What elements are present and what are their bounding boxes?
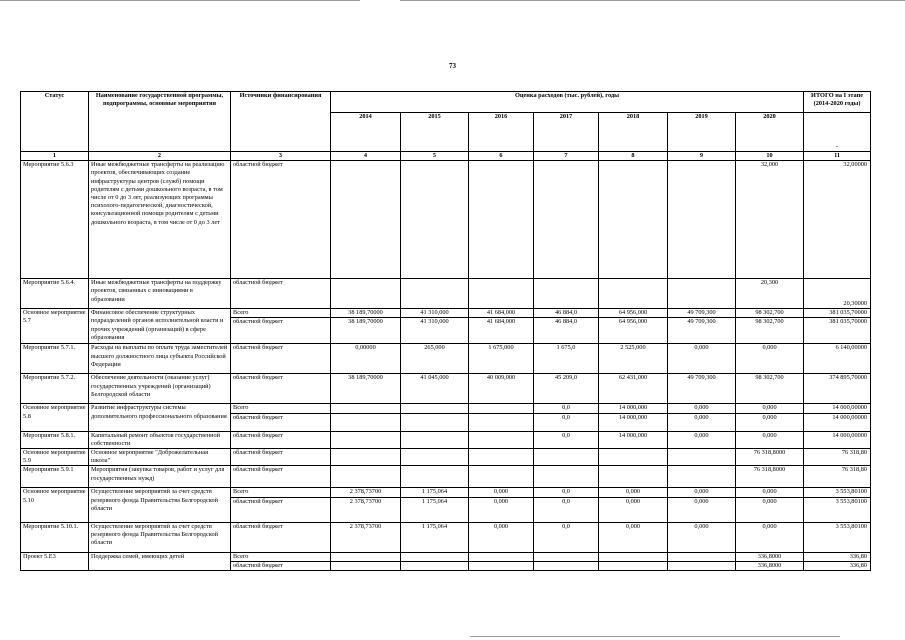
row-value: 265,000 bbox=[401, 344, 469, 374]
header-year: 2015 bbox=[401, 113, 469, 152]
row-value: 14 000,000 bbox=[599, 431, 668, 448]
row-value bbox=[401, 466, 469, 488]
row-value bbox=[331, 161, 401, 279]
scan-edge-line-bottom bbox=[470, 636, 840, 637]
row-value: 0,000 bbox=[668, 413, 736, 431]
row-value bbox=[401, 552, 469, 561]
row-value: 1 175,064 bbox=[401, 522, 469, 552]
row-source: областной бюджет bbox=[231, 161, 331, 279]
column-number: 4 bbox=[331, 152, 401, 161]
row-source: областной бюджет bbox=[231, 318, 331, 344]
row-status: Мероприятие 5.8.1. bbox=[21, 431, 89, 448]
row-source: областной бюджет bbox=[231, 466, 331, 488]
row-value bbox=[331, 279, 401, 309]
row-total: 381 035,70000 bbox=[804, 318, 871, 344]
row-total: 3 553,80100 bbox=[804, 522, 871, 552]
row-total: 76 318,80 bbox=[804, 449, 871, 466]
row-value: 32,000 bbox=[736, 161, 804, 279]
row-value: 0,0 bbox=[534, 404, 599, 413]
row-value bbox=[331, 552, 401, 561]
row-total: 14 000,00000 bbox=[804, 413, 871, 431]
row-value bbox=[599, 552, 668, 561]
row-value bbox=[401, 279, 469, 309]
row-value: 0,000 bbox=[736, 497, 804, 522]
table-row bbox=[21, 404, 871, 413]
row-value: 41 045,000 bbox=[401, 374, 469, 404]
row-value: 0,0 bbox=[534, 497, 599, 522]
row-value: 40 009,000 bbox=[469, 374, 534, 404]
row-value bbox=[401, 404, 469, 413]
row-total: 20,30000 bbox=[804, 279, 871, 309]
row-value: 1 175,064 bbox=[401, 488, 469, 497]
row-source: Всего bbox=[231, 309, 331, 318]
row-value bbox=[469, 161, 534, 279]
row-value bbox=[668, 466, 736, 488]
row-name: Развитие инфраструктуры системы дополнительного профессионального образования bbox=[89, 404, 231, 431]
row-value: 38 189,70000 bbox=[331, 374, 401, 404]
row-value: 64 956,000 bbox=[599, 309, 668, 318]
row-value: 14 000,000 bbox=[599, 413, 668, 431]
row-value: 1 675,000 bbox=[469, 344, 534, 374]
row-value bbox=[401, 161, 469, 279]
row-value: 1 175,064 bbox=[401, 497, 469, 522]
row-name: Мероприятия (закупка товаров, работ и услуг для государственных нужд) bbox=[89, 466, 231, 488]
row-status: Мероприятие 5.10.1. bbox=[21, 522, 89, 552]
row-value bbox=[534, 279, 599, 309]
row-total: 32,00000 bbox=[804, 161, 871, 279]
row-source: областной бюджет bbox=[231, 449, 331, 466]
row-name: Финансовое обеспечение структурных подразделений органов исполнительной власти и прочих учреждений (организаций) в сфере образования bbox=[89, 309, 231, 344]
row-name: Осуществление мероприятий за счет средств резервного фонда Правительства Белгородской области bbox=[89, 488, 231, 522]
row-value: 0,00000 bbox=[331, 344, 401, 374]
row-value: 64 956,000 bbox=[599, 318, 668, 344]
row-status: Основное мероприятие 5.10 bbox=[21, 488, 89, 522]
row-status: Мероприятие 5.7.1. bbox=[21, 344, 89, 374]
row-status: Мероприятие 5.7.2. bbox=[21, 374, 89, 404]
header-year: 2014 bbox=[331, 113, 401, 152]
row-value bbox=[534, 561, 599, 570]
header-year: 2017 bbox=[534, 113, 599, 152]
row-value bbox=[469, 449, 534, 466]
table-row bbox=[21, 161, 871, 279]
column-number-row bbox=[21, 152, 871, 161]
row-value: 0,000 bbox=[668, 497, 736, 522]
row-value: 0,000 bbox=[736, 413, 804, 431]
header-total: ИТОГО на I этапе (2014-2020 годы) bbox=[804, 92, 871, 113]
row-value: 49 709,300 bbox=[668, 374, 736, 404]
header-status: Статус bbox=[21, 92, 89, 152]
row-status: Основное мероприятие 5.8 bbox=[21, 404, 89, 431]
row-value: 0,0 bbox=[534, 488, 599, 497]
row-value: 0,000 bbox=[599, 488, 668, 497]
row-value: 0,000 bbox=[599, 497, 668, 522]
row-value: 2 378,73700 bbox=[331, 522, 401, 552]
row-value: 62 431,000 bbox=[599, 374, 668, 404]
row-value: 0,000 bbox=[736, 522, 804, 552]
row-source: областной бюджет bbox=[231, 497, 331, 522]
row-source: Всего bbox=[231, 552, 331, 561]
row-status: Мероприятие 5.6.4. bbox=[21, 279, 89, 309]
header-name: Наименование государственной программы, подпрограммы, основные мероприятия bbox=[89, 92, 231, 152]
column-number: 5 bbox=[401, 152, 469, 161]
row-value: 76 318,8000 bbox=[736, 449, 804, 466]
row-value bbox=[534, 449, 599, 466]
row-total: 14 000,00000 bbox=[804, 431, 871, 448]
row-total: 6 140,00000 bbox=[804, 344, 871, 374]
row-value: 20,300 bbox=[736, 279, 804, 309]
row-source: областной бюджет bbox=[231, 344, 331, 374]
row-value: 98 302,700 bbox=[736, 374, 804, 404]
row-value: 0,0 bbox=[534, 413, 599, 431]
row-value: 0,000 bbox=[599, 522, 668, 552]
header-sources: Источники финансирования bbox=[231, 92, 331, 152]
row-value bbox=[401, 561, 469, 570]
row-value: 1 675,0 bbox=[534, 344, 599, 374]
row-total: 381 035,70000 bbox=[804, 309, 871, 318]
column-number: 1 bbox=[21, 152, 89, 161]
row-value bbox=[331, 404, 401, 413]
row-value: 41 310,000 bbox=[401, 318, 469, 344]
row-name: Иные межбюджетные трансферты на поддержку проектов, связанных с инновациями в образовании bbox=[89, 279, 231, 309]
row-value: 0,000 bbox=[469, 488, 534, 497]
row-value bbox=[331, 431, 401, 448]
row-value bbox=[469, 552, 534, 561]
column-number: 6 bbox=[469, 152, 534, 161]
scan-edge-line-top-right bbox=[400, 0, 905, 1]
column-number: 9 bbox=[668, 152, 736, 161]
row-value bbox=[599, 561, 668, 570]
table-row bbox=[21, 488, 871, 497]
header-year: 2016 bbox=[469, 113, 534, 152]
header-total-mark: - bbox=[804, 113, 871, 152]
row-value bbox=[599, 466, 668, 488]
row-status: Основное мероприятие 5.7 bbox=[21, 309, 89, 344]
row-value: 0,000 bbox=[736, 344, 804, 374]
row-value bbox=[331, 561, 401, 570]
row-value: 49 709,300 bbox=[668, 309, 736, 318]
row-value: 46 884,0 bbox=[534, 309, 599, 318]
row-name: Основное мероприятие "Доброжелательная школа" bbox=[89, 449, 231, 466]
table-row bbox=[21, 374, 871, 404]
row-source: областной бюджет bbox=[231, 413, 331, 431]
row-value: 2 378,73700 bbox=[331, 488, 401, 497]
row-name: Капитальный ремонт объектов государственной собственности bbox=[89, 431, 231, 448]
row-value: 41 684,000 bbox=[469, 318, 534, 344]
row-name: Расходы на выплаты по оплате труда заместителей высшего должностного лица субъекта Российской Федерации bbox=[89, 344, 231, 374]
row-total: 14 000,00000 bbox=[804, 404, 871, 413]
table-row bbox=[21, 279, 871, 309]
row-value bbox=[469, 413, 534, 431]
row-value bbox=[668, 279, 736, 309]
row-status: Мероприятие 5.6.3 bbox=[21, 161, 89, 279]
header-year: 2020 bbox=[736, 113, 804, 152]
row-value bbox=[534, 466, 599, 488]
row-source: областной бюджет bbox=[231, 374, 331, 404]
table-row bbox=[21, 309, 871, 318]
row-value: 0,000 bbox=[469, 522, 534, 552]
row-value: 38 189,70000 bbox=[331, 309, 401, 318]
table-row bbox=[21, 522, 871, 552]
row-value: 0,000 bbox=[668, 431, 736, 448]
row-total: 374 895,70000 bbox=[804, 374, 871, 404]
row-value bbox=[668, 552, 736, 561]
row-value bbox=[599, 161, 668, 279]
row-value bbox=[534, 552, 599, 561]
page-number: 73 bbox=[449, 62, 456, 70]
row-value: 41 310,000 bbox=[401, 309, 469, 318]
column-number: 2 bbox=[89, 152, 231, 161]
row-value: 98 302,700 bbox=[736, 318, 804, 344]
column-number: 10 bbox=[736, 152, 804, 161]
table-body bbox=[21, 161, 871, 571]
budget-table bbox=[20, 91, 871, 571]
row-value: 0,000 bbox=[736, 431, 804, 448]
row-total: 76 318,80 bbox=[804, 466, 871, 488]
row-status: Проект 5.Е3 bbox=[21, 552, 89, 570]
row-value bbox=[469, 279, 534, 309]
row-value: 0,000 bbox=[469, 497, 534, 522]
row-value: 49 709,300 bbox=[668, 318, 736, 344]
row-status: Основное мероприятие 5.9 bbox=[21, 449, 89, 466]
row-value: 14 000,000 bbox=[599, 404, 668, 413]
row-value: 0,0 bbox=[534, 522, 599, 552]
row-value: 46 884,0 bbox=[534, 318, 599, 344]
row-source: областной бюджет bbox=[231, 561, 331, 570]
row-value bbox=[599, 449, 668, 466]
scan-edge-line-top bbox=[0, 0, 360, 1]
row-source: областной бюджет bbox=[231, 279, 331, 309]
row-value: 38 189,70000 bbox=[331, 318, 401, 344]
column-number: 11 bbox=[804, 152, 871, 161]
row-value bbox=[668, 561, 736, 570]
row-value bbox=[401, 431, 469, 448]
row-value: 0,000 bbox=[668, 522, 736, 552]
row-value: 0,000 bbox=[736, 488, 804, 497]
row-value: 336,8000 bbox=[736, 561, 804, 570]
row-total: 336,80 bbox=[804, 552, 871, 561]
row-value: 41 684,000 bbox=[469, 309, 534, 318]
header-year: 2019 bbox=[668, 113, 736, 152]
row-value bbox=[331, 413, 401, 431]
row-value bbox=[401, 413, 469, 431]
row-value: 2 378,73700 bbox=[331, 497, 401, 522]
row-name: Иные межбюджетные трансферты на реализацию проектов, обеспечивающих создание инфраструктуры центров (служб) помощи родителям с детьми дошкольного возраста, в том числе от 0 до 3 лет, реализующих программы психолого-педагогической, диагностической, консультационной помощи родителям с детьми дошкольного возраста, в том числе от 0 до 3 лет bbox=[89, 161, 231, 279]
row-value: 98 302,700 bbox=[736, 309, 804, 318]
row-value: 0,000 bbox=[668, 344, 736, 374]
row-total: 3 553,80100 bbox=[804, 497, 871, 522]
row-total: 3 553,80100 bbox=[804, 488, 871, 497]
row-value bbox=[401, 449, 469, 466]
row-source: Всего bbox=[231, 404, 331, 413]
row-value: 336,8000 bbox=[736, 552, 804, 561]
row-value bbox=[331, 449, 401, 466]
row-value bbox=[331, 466, 401, 488]
row-value: 0,000 bbox=[736, 404, 804, 413]
row-total: 336,80 bbox=[804, 561, 871, 570]
row-value bbox=[668, 161, 736, 279]
row-value: 0,0 bbox=[534, 431, 599, 448]
table-row bbox=[21, 466, 871, 488]
header-row bbox=[21, 92, 871, 113]
row-name: Осуществление мероприятий за счет средств резервного фонда Правительства Белгородской области bbox=[89, 522, 231, 552]
row-name: Обеспечение деятельности (оказание услуг) государственных учреждений (организаций) Белгородской области bbox=[89, 374, 231, 404]
row-value bbox=[668, 449, 736, 466]
row-value bbox=[534, 161, 599, 279]
row-value: 0,000 bbox=[668, 404, 736, 413]
row-status: Мероприятие 5.9.1 bbox=[21, 466, 89, 488]
row-source: областной бюджет bbox=[231, 522, 331, 552]
column-number: 3 bbox=[231, 152, 331, 161]
header-estimate: Оценка расходов (тыс. рублей), годы bbox=[331, 92, 804, 113]
row-value bbox=[469, 404, 534, 413]
table-row bbox=[21, 344, 871, 374]
column-number: 7 bbox=[534, 152, 599, 161]
row-value: 45 209,0 bbox=[534, 374, 599, 404]
row-value bbox=[469, 431, 534, 448]
row-source: областной бюджет bbox=[231, 431, 331, 448]
table-row bbox=[21, 431, 871, 448]
row-value: 2 525,000 bbox=[599, 344, 668, 374]
row-value bbox=[469, 466, 534, 488]
row-name: Поддержка семей, имеющих детей bbox=[89, 552, 231, 570]
row-value: 76 318,8000 bbox=[736, 466, 804, 488]
header-year: 2018 bbox=[599, 113, 668, 152]
row-value bbox=[469, 561, 534, 570]
row-value bbox=[599, 279, 668, 309]
row-source: Всего bbox=[231, 488, 331, 497]
row-value: 0,000 bbox=[668, 488, 736, 497]
table-row bbox=[21, 449, 871, 466]
table-row bbox=[21, 552, 871, 561]
column-number: 8 bbox=[599, 152, 668, 161]
